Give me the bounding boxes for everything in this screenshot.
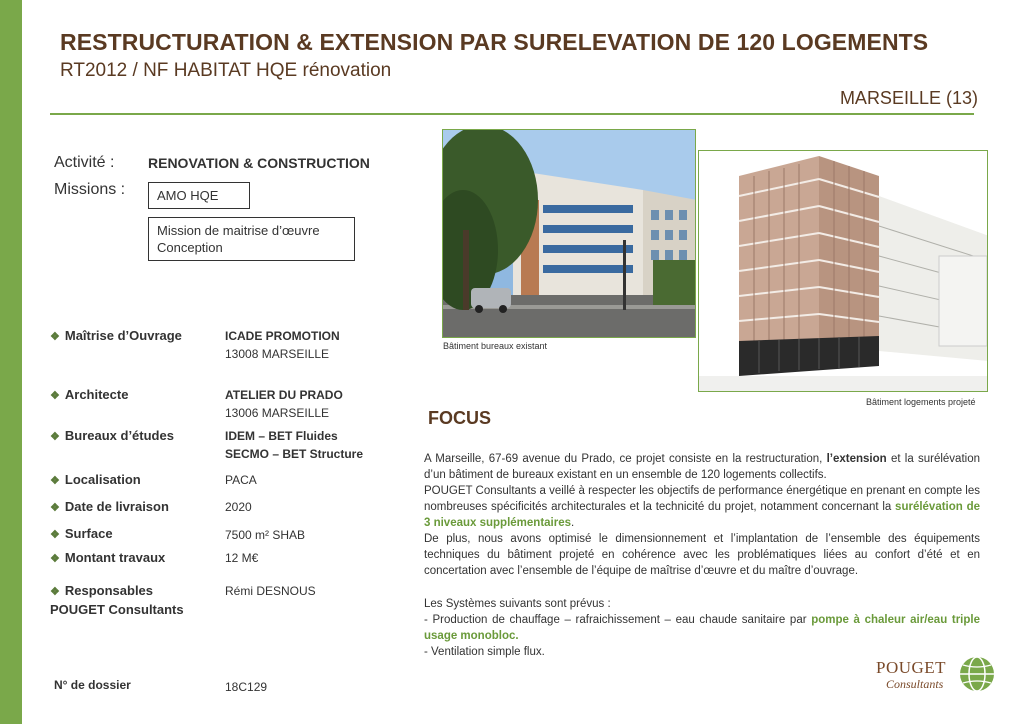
detail-key: ❖ Date de livraison [50, 499, 169, 514]
detail-value: ATELIER DU PRADO 13006 MARSEILLE [225, 388, 343, 420]
detail-key: ❖ Architecte [50, 387, 129, 402]
detail-key: ❖ Maîtrise d’Ouvrage [50, 328, 182, 343]
page-title: RESTRUCTURATION & EXTENSION PAR SURELEVATION DE 120 LOGEMENTS [60, 29, 929, 55]
projected-building-illustration [699, 151, 988, 392]
focus-paragraph-6: - Ventilation simple flux. [424, 646, 545, 658]
detail-key: ❖ Localisation [50, 472, 141, 487]
diamond-bullet-icon: ❖ [50, 390, 60, 402]
existing-building-photo [442, 129, 696, 338]
diamond-bullet-icon: ❖ [50, 529, 60, 541]
activity-value: RENOVATION & CONSTRUCTION [148, 155, 370, 171]
projected-building-render [698, 150, 988, 392]
project-city: MARSEILLE (13) [839, 88, 978, 108]
diamond-bullet-icon: ❖ [50, 475, 60, 487]
pouget-logo [876, 655, 1001, 700]
detail-value: 12 M€ [225, 551, 259, 565]
dossier-value: 18C129 [225, 680, 268, 694]
page-subtitle: RT2012 / NF HABITAT HQE rénovation [60, 60, 392, 81]
detail-value: Rémi DESNOUS [225, 584, 316, 598]
detail-value: PACA [225, 473, 257, 487]
detail-value: IDEM – BET Fluides SECMO – BET Structure [225, 429, 364, 461]
existing-building-illustration [443, 130, 696, 338]
mission-item: Conception [157, 240, 223, 255]
focus-paragraph-2: POUGET Consultants a veillé à respecter les objectifs de performance énergétique en prenant en compte les nombreuses spécificités architecturales et la technicité du projet, notamment concernant la surélévation de 3 niveaux supplémentaires. [424, 485, 980, 529]
logo-name: POUGET [876, 658, 947, 677]
mission-item: AMO HQE [157, 188, 219, 203]
diamond-bullet-icon: ❖ [50, 331, 60, 343]
diamond-bullet-icon: ❖ [50, 586, 60, 598]
mission-box-amo [148, 182, 250, 209]
mission-item: Mission de maitrise d’œuvre [157, 223, 320, 238]
focus-paragraph-5: - Production de chauffage – rafraichissement – eau chaude sanitaire par pompe à chaleur air/eau triple usage monobloc. [424, 614, 980, 642]
detail-value: ICADE PROMOTION 13008 MARSEILLE [225, 329, 340, 361]
focus-heading: FOCUS [428, 408, 491, 428]
diamond-bullet-icon: ❖ [50, 502, 60, 514]
focus-paragraph-3: De plus, nous avons optimisé le dimensionnement et l’implantation de l’ensemble des équipements techniques du bâtiment projeté en cohérence avec les problématiques liées au confort d’été et en concertation avec l’ensemble de l’équipe de maîtrise d’œuvre et du maître d’ouvrage. [424, 533, 980, 577]
missions-label: Missions : [54, 181, 126, 198]
dossier-label: N° de dossier [54, 678, 131, 692]
detail-key: ❖ Bureaux d’études [50, 428, 174, 443]
diamond-bullet-icon: ❖ [50, 431, 60, 443]
focus-paragraph-4: Les Systèmes suivants sont prévus : [424, 598, 611, 610]
projected-photo-caption: Bâtiment logements projeté [866, 397, 976, 407]
detail-key: ❖ Responsables POUGET Consultants [50, 583, 184, 617]
globe-icon [958, 655, 996, 693]
detail-value: 2020 [225, 500, 252, 514]
sidebar-accent-bar [0, 0, 22, 724]
existing-photo-caption: Bâtiment bureaux existant [443, 341, 548, 351]
activity-label: Activité : [54, 154, 115, 171]
header-divider [50, 113, 974, 115]
focus-paragraph-1: A Marseille, 67-69 avenue du Prado, ce projet consiste en la restructuration, l’extension et la surélévation d’un bâtiment de bureaux existant en un ensemble de 120 logements collectifs. [424, 453, 980, 481]
detail-key: ❖ Surface [50, 526, 113, 541]
mission-box-moe [148, 217, 355, 261]
diamond-bullet-icon: ❖ [50, 553, 60, 565]
detail-value: 7500 m² SHAB [225, 528, 306, 542]
logo-subtitle: Consultants [886, 677, 944, 691]
detail-key: ❖ Montant travaux [50, 550, 166, 565]
